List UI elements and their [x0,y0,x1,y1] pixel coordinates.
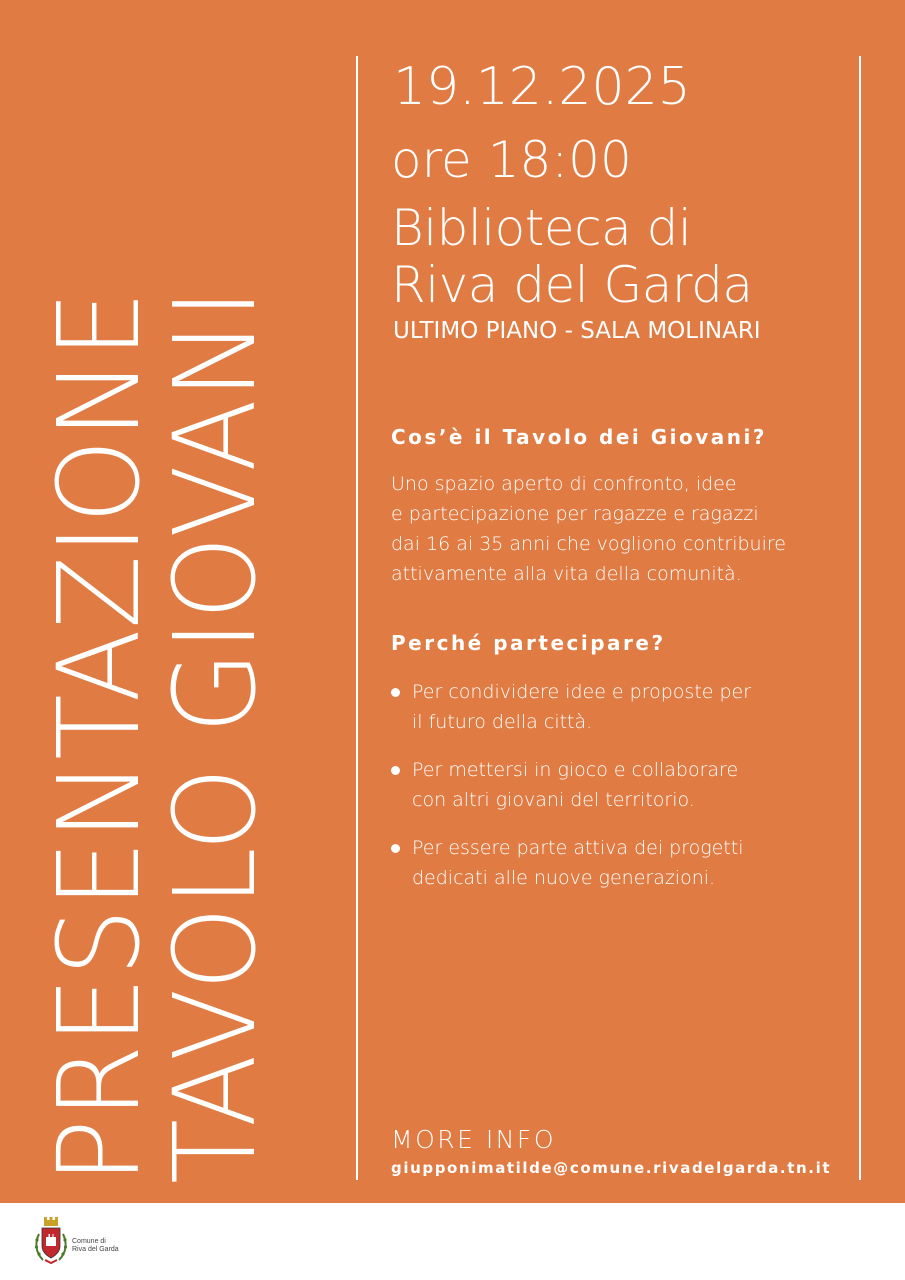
more-info-label: MORE INFO [391,1125,556,1154]
reasons-list [391,677,851,911]
venue-name-line-1: Biblioteca di [391,199,692,257]
venue-name-line-2: Riva del Garda [391,256,753,314]
title-presentazione: PRESENTAZIONE [35,290,165,1184]
what-is-description [391,469,851,589]
list-item-line: Per essere parte attiva dei progetti [412,837,744,859]
logo-text-line: Comune di [72,1238,106,1245]
bullet-dot-icon [391,844,400,853]
event-time: ore 18:00 [391,131,632,189]
description-line: Uno spazio aperto di confronto, idee [391,473,737,495]
footer [0,1203,905,1280]
description-line: dai 16 ai 35 anni che vogliono contribuire [391,533,786,555]
why-participate-heading: Perché partecipare? [391,631,666,655]
title-tavolo-giovani: TAVOLO GIOVANI [151,288,281,1184]
list-item-line: Per mettersi in gioco e collaborare [412,759,739,781]
list-item-line: Per condividere idee e proposte per [412,681,752,703]
logo-text-line: Riva del Garda [72,1246,119,1253]
contact-email[interactable]: giupponimatilde@comune.rivadelgarda.tn.it [391,1159,832,1177]
municipality-logo-text [72,1238,119,1254]
list-item [391,755,851,815]
what-is-heading: Cos’è il Tavolo dei Giovani? [391,425,767,449]
event-date: 19.12.2025 [393,57,691,117]
divider-left [356,56,358,1180]
list-item-line: con altri giovani del territorio. [412,789,695,811]
list-item [391,833,851,893]
description-line: e partecipazione per ragazze e ragazzi [391,503,759,525]
divider-right [859,56,861,1180]
description-line: attivamente alla vita della comunità. [391,563,742,585]
venue-room: ULTIMO PIANO - SALA MOLINARI [393,318,761,344]
list-item-line: il futuro della città. [412,711,593,733]
list-item [391,677,851,737]
bullet-dot-icon [391,766,400,775]
bullet-dot-icon [391,688,400,697]
coat-of-arms-icon [33,1216,69,1266]
list-item-line: dedicati alle nuove generazioni. [412,867,716,889]
